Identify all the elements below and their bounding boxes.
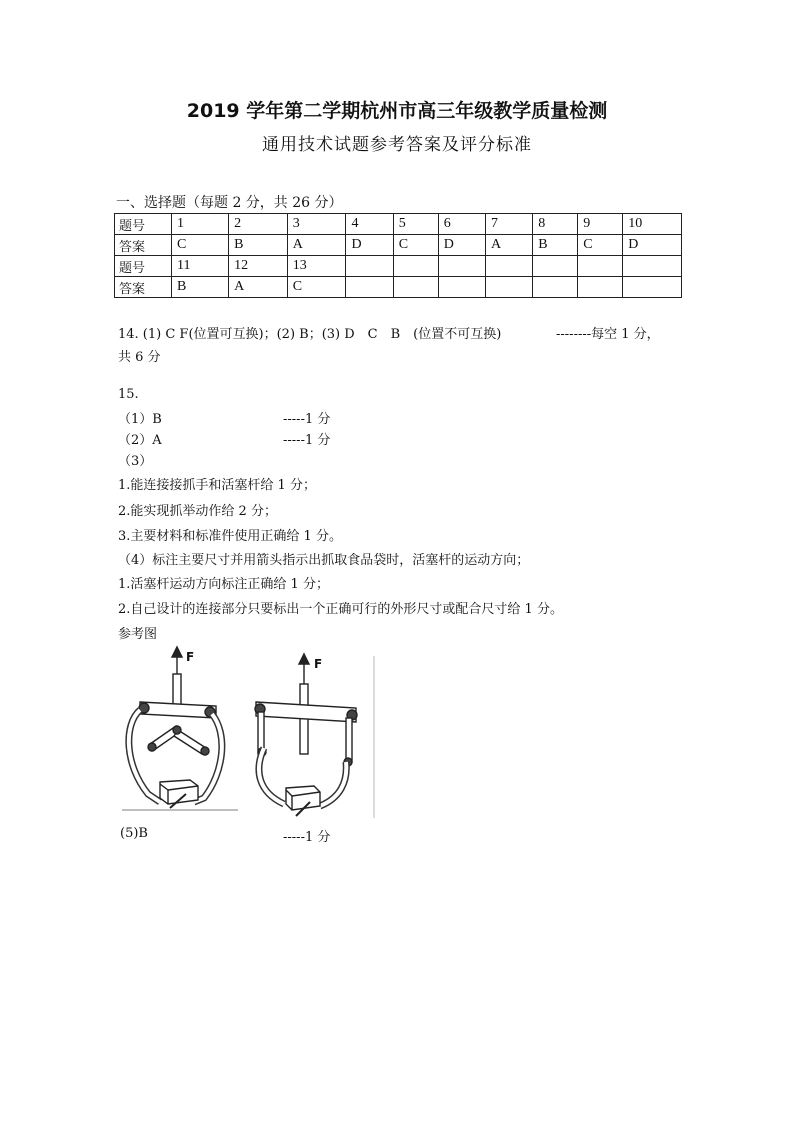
- table-cell: [533, 256, 578, 277]
- table-cell: C: [172, 235, 229, 256]
- q15-criterion-2: 2.能实现抓举动作给 2 分；: [118, 504, 277, 519]
- table-cell: 13: [287, 256, 346, 277]
- table-cell: 12: [229, 256, 288, 277]
- q15-number: 15.: [118, 387, 139, 402]
- q15-part3: （3）: [118, 454, 153, 469]
- q15-part4: （4）标注主要尺寸并用箭头指示出抓取食品袋时，活塞杆的运动方向；: [118, 553, 530, 568]
- table-cell: C: [287, 277, 346, 298]
- row-label: 题号: [115, 214, 172, 235]
- table-cell: A: [287, 235, 346, 256]
- q15-criterion-1: 1.能连接接抓手和活塞杆给 1 分；: [118, 478, 316, 493]
- table-cell: D: [346, 235, 393, 256]
- q14-score: --------每空 1 分，: [556, 327, 660, 342]
- table-cell: [623, 256, 682, 277]
- page-title: 2019 学年第二学期杭州市高三年级教学质量检测: [186, 100, 608, 122]
- table-cell: A: [486, 235, 533, 256]
- table-cell: D: [623, 235, 682, 256]
- table-cell: 6: [438, 214, 485, 235]
- table-row: [115, 214, 682, 235]
- table-cell: 10: [623, 214, 682, 235]
- force-label: F: [314, 657, 323, 671]
- table-cell: 5: [393, 214, 438, 235]
- q15-part2-score: -----1 分: [283, 433, 331, 448]
- q15-part1: （1）B: [118, 412, 162, 427]
- gripper-figure-1: [120, 644, 248, 812]
- reference-figure-label: 参考图: [118, 627, 158, 642]
- force-label: F: [186, 650, 195, 664]
- table-row: [115, 256, 682, 277]
- q15-part5: (5)B: [120, 826, 148, 841]
- table-cell: B: [229, 235, 288, 256]
- table-cell: [346, 277, 393, 298]
- q15-criterion-4: 1.活塞杆运动方向标注正确给 1 分；: [118, 577, 329, 592]
- q15-part2: （2）A: [118, 433, 162, 448]
- q15-part5-score: -----1 分: [283, 830, 331, 845]
- q15-part1-score: -----1 分: [283, 412, 331, 427]
- q15-criterion-3: 3.主要材料和标准件使用正确给 1 分。: [118, 529, 342, 544]
- table-cell: 3: [287, 214, 346, 235]
- table-cell: B: [172, 277, 229, 298]
- table-row: [115, 277, 682, 298]
- table-cell: 2: [229, 214, 288, 235]
- table-cell: 11: [172, 256, 229, 277]
- row-label: 题号: [115, 256, 172, 277]
- table-cell: [393, 256, 438, 277]
- page-subtitle: 通用技术试题参考答案及评分标准: [262, 135, 532, 155]
- row-label: 答案: [115, 235, 172, 256]
- table-cell: [438, 277, 485, 298]
- table-cell: [438, 256, 485, 277]
- table-cell: B: [533, 235, 578, 256]
- gripper-figure-2: [248, 652, 376, 822]
- q15-criterion-5: 2.自己设计的连接部分只要标出一个正确可行的外形尺寸或配合尺寸给 1 分。: [118, 602, 563, 617]
- table-cell: 9: [578, 214, 623, 235]
- table-cell: [346, 256, 393, 277]
- table-cell: 7: [486, 214, 533, 235]
- table-cell: [393, 277, 438, 298]
- table-cell: 8: [533, 214, 578, 235]
- table-cell: 4: [346, 214, 393, 235]
- table-cell: [578, 277, 623, 298]
- table-cell: C: [393, 235, 438, 256]
- table-cell: A: [229, 277, 288, 298]
- answer-table: [114, 213, 682, 298]
- q14-total: 共 6 分: [118, 350, 161, 365]
- table-cell: D: [438, 235, 485, 256]
- section-1-heading: 一、选择题（每题 2 分，共 26 分）: [116, 195, 343, 211]
- table-cell: 1: [172, 214, 229, 235]
- table-cell: [578, 256, 623, 277]
- q14-answer: 14. (1) C F(位置可互换)；(2) B；(3) D C B (位置不可互换): [118, 327, 502, 342]
- table-row: [115, 235, 682, 256]
- table-cell: [623, 277, 682, 298]
- row-label: 答案: [115, 277, 172, 298]
- table-cell: [533, 277, 578, 298]
- table-cell: [486, 277, 533, 298]
- table-cell: [486, 256, 533, 277]
- table-cell: C: [578, 235, 623, 256]
